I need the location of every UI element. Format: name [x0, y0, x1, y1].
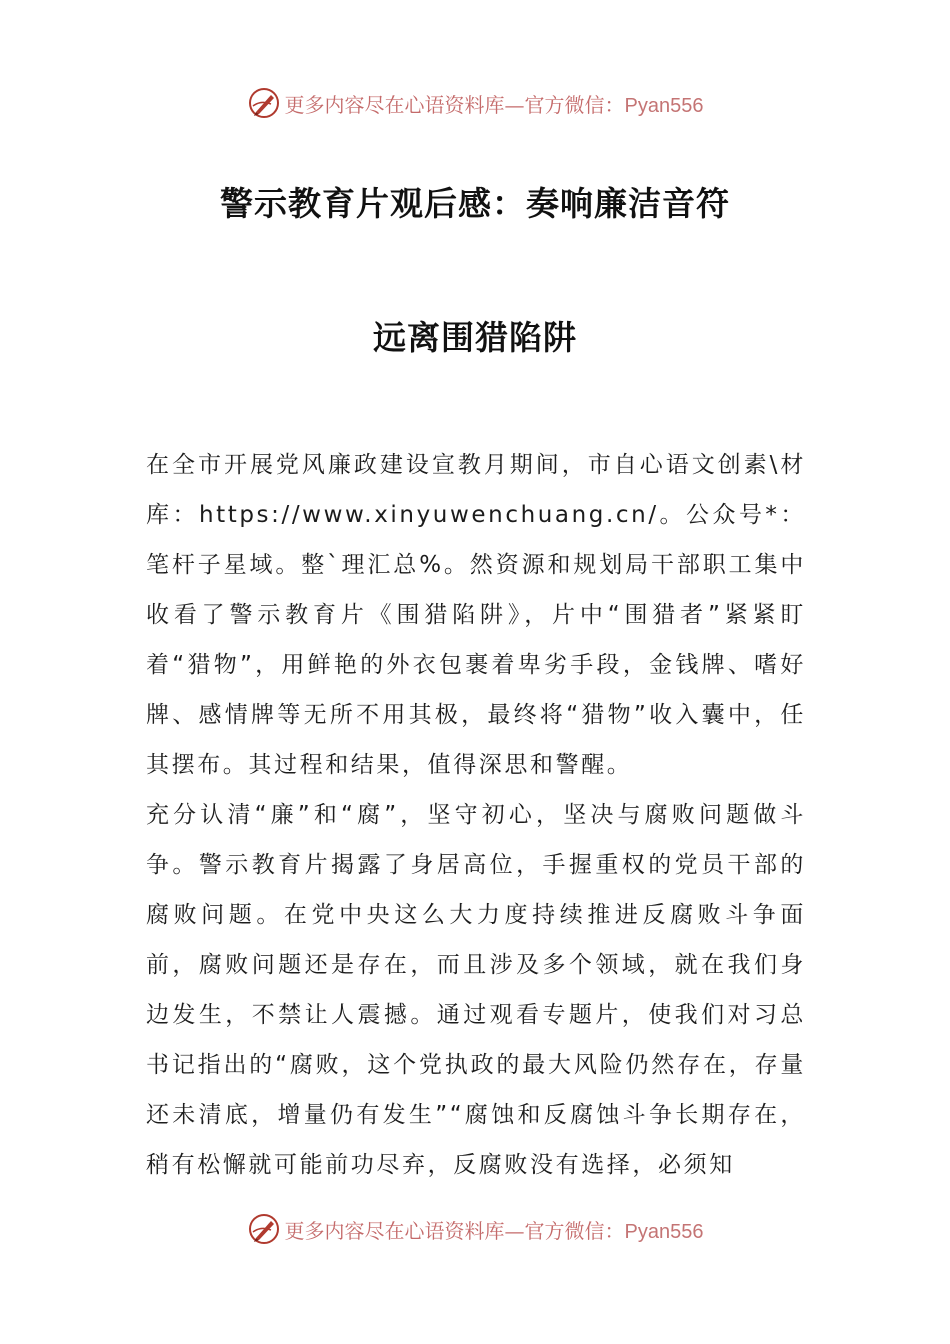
paragraph: 充分认清“廉”和“腐”，坚守初心，坚决与腐败问题做斗争。警示教育片揭露了身居高位，手握重权的党员干部的腐败问题。在党中央这么大力度持续推进反腐败斗争面前，腐败问题还是存在，而且涉及多个领域，就在我们身边发生，不禁让人震撼。通过观看专题片，使我们对习总书记指出的“腐败，这个党执政的最大风险仍然存在，存量还未清底，增量仍有发生”“腐蚀和反腐蚀斗争长期存在，稍有松懈就可能前功尽弃，反腐败没有选择，必须知	[146, 802, 806, 1178]
document-body	[146, 440, 806, 1190]
paragraph: 在全市开展党风廉政建设宣教月期间，市自心语文创素\材库：https://www.xinyuwenchuang.cn/。公众号*：笔杆子星域。整`理汇总%。然资源和规划局干部职工集中收看了警示教育片《围猎陷阱》，片中“围猎者”紧紧盯着“猎物”，用鲜艳的外衣包裹着卑劣手段，金钱牌、嗜好牌、感情牌等无所不用其极，最终将“猎物”收入囊中，任其摆布。其过程和结果，值得深思和警醒。	[146, 452, 806, 778]
page-title: 警示教育片观后感：奏响廉洁音符	[220, 184, 730, 223]
banner-text	[285, 89, 704, 118]
banner-text-cn: 更多内容尽在心语资料库—官方微信：	[284, 92, 625, 117]
pen-logo-icon	[247, 1212, 281, 1246]
banner-text	[285, 1215, 704, 1244]
footer-banner	[0, 1209, 950, 1249]
banner-wechat-id: Pyan556	[624, 1220, 704, 1243]
header-banner	[0, 83, 950, 123]
banner-text-cn: 更多内容尽在心语资料库—官方微信：	[284, 1218, 625, 1243]
banner-wechat-id: Pyan556	[624, 94, 704, 117]
page-subtitle: 远离围猎陷阱	[373, 318, 577, 357]
pen-logo-icon	[247, 86, 281, 120]
